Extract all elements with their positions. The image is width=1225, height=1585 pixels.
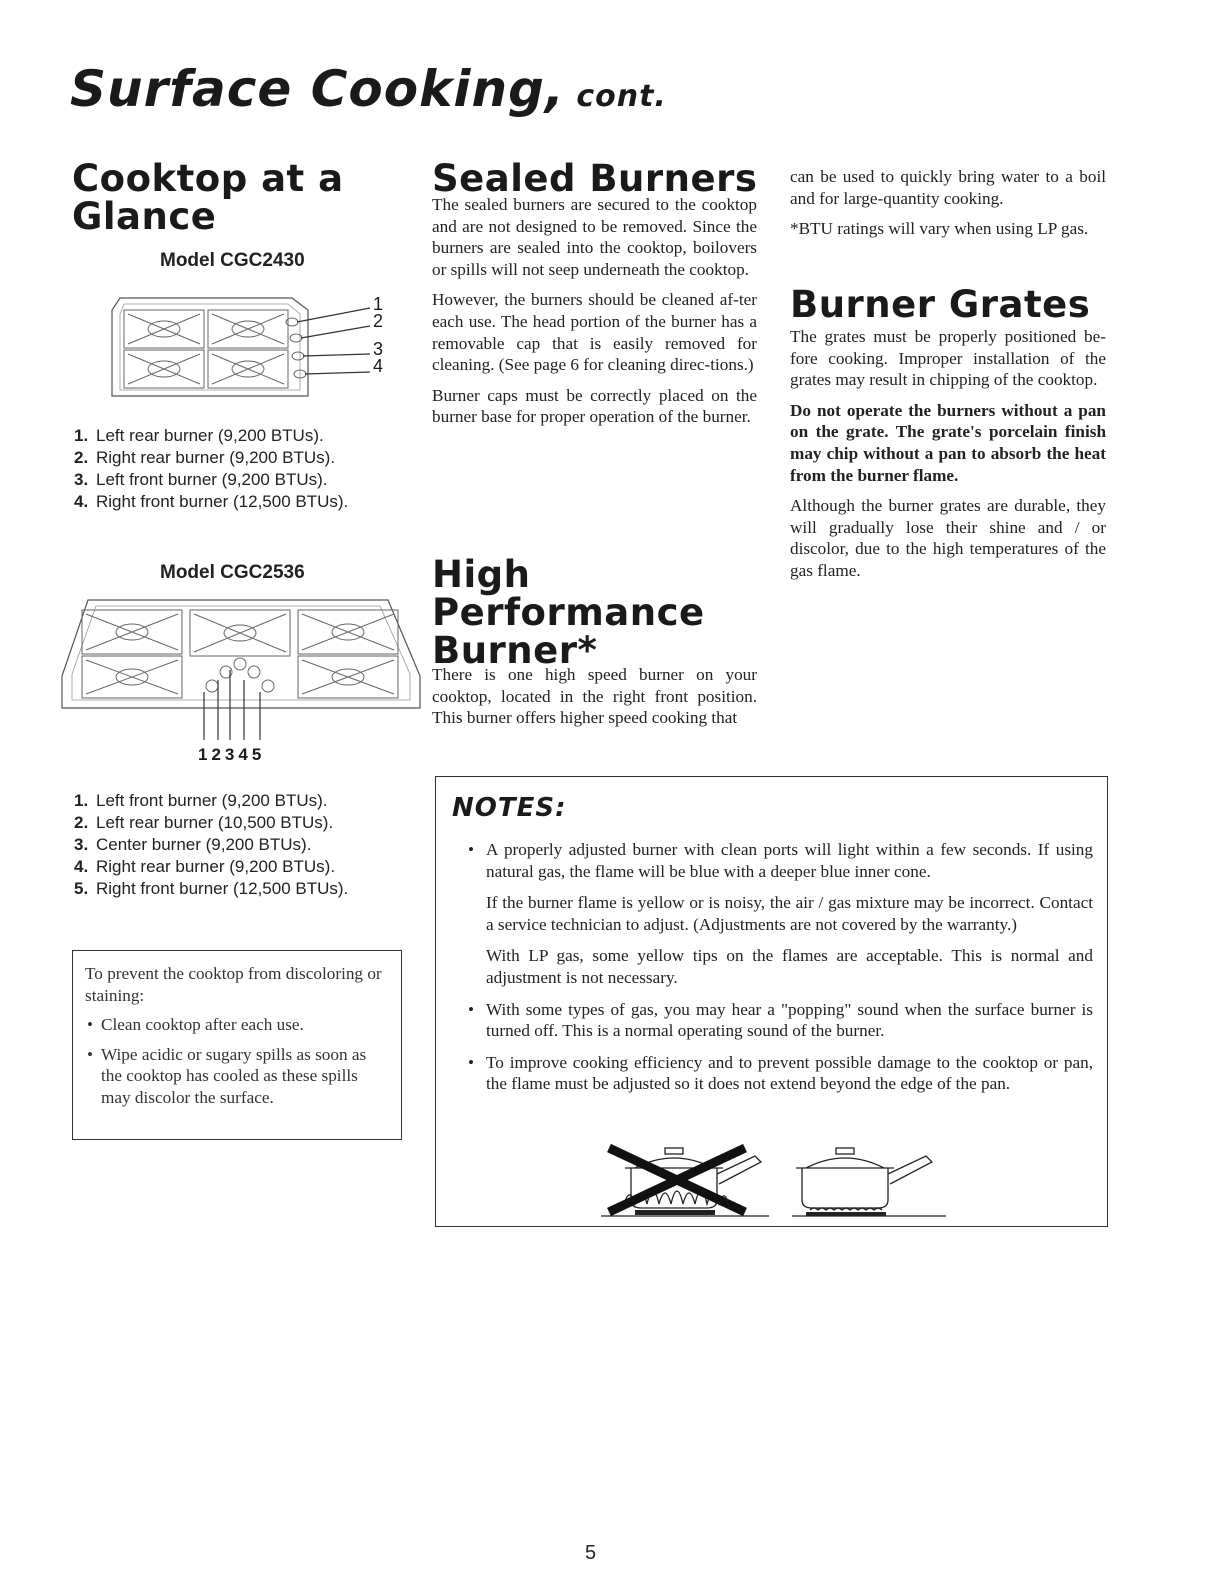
list-text: Right front burner (12,500 BTUs). [96,879,349,898]
list-text: Center burner (9,200 BTUs). [96,835,312,854]
list-number: 2. [74,813,89,832]
model-cgc2430-burner-list [74,425,348,513]
paragraph: can be used to quickly bring water to a boil and for large-quantity cooking. [790,167,1106,208]
heading-line: Glance [72,195,217,238]
list-item [74,469,348,491]
cooktop-at-a-glance-heading [72,157,344,238]
list-item [74,812,348,834]
list-number: 3. [74,470,89,489]
high-performance-continued [790,166,1106,249]
heading-line: High [432,553,531,596]
paragraph: There is one high speed burner on your cooktop, located in the right front position. This burner offers higher speed cooking that [432,665,757,728]
list-item [74,491,348,513]
page-title-suffix: cont. [564,79,667,114]
sealed-burners-body [432,194,757,437]
incorrect-flame-illustration [595,1138,775,1220]
list-text: Left rear burner (9,200 BTUs). [96,426,324,445]
notes-item: • With some types of gas, you may hear a "popping" sound when the surface burner is turned off. This is a normal operating sound of the burner. [452,999,1093,1042]
high-performance-burner-heading [432,553,705,672]
warning-paragraph: Do not operate the burners without a pan on the grate. The grate's porcelain finish may chip without a pan to absorb the heat from the burner flame. [790,400,1106,485]
burner-grates-heading: Burner Grates [790,283,1091,326]
list-item [74,425,348,447]
list-item [74,790,348,812]
discoloring-tip-box [72,950,402,1140]
heading-line: Burner* [432,629,598,672]
notes-sub-item: With LP gas, some yellow tips on the flames are acceptable. This is normal and adjustment is not necessary. [486,946,1093,987]
list-number: 4. [74,492,89,511]
list-number: 1. [74,791,89,810]
tip-item: • Clean cooktop after each use. [85,1014,389,1036]
page-title-main: Surface Cooking, [70,60,565,118]
model-cgc2536-callouts: 12345 [198,745,266,764]
heading-line: Cooktop at a [72,157,344,200]
callout-number: 3 [373,339,384,359]
list-item [74,856,348,878]
paragraph: Although the burner grates are durable, they will gradually lose their shine and / or discolor, due to the high temperatures of the gas flame. [790,496,1106,580]
model-cgc2430-callouts [373,296,383,375]
list-item [74,834,348,856]
heading-line: Performance [432,591,705,634]
list-number: 2. [74,448,89,467]
callout-number: 2 [373,311,384,331]
list-text: Right front burner (12,500 BTUs). [96,492,349,511]
paragraph: However, the burners should be cleaned af-ter each use. The head portion of the burner has a removable cap that is easily removed for cleaning. (See page 6 for cleaning direc-tions.) [432,290,757,375]
page-number: 5 [585,1542,597,1564]
list-item [74,447,348,469]
model-cgc2536-label: Model CGC2536 [160,562,305,583]
list-text: Right rear burner (9,200 BTUs). [96,448,336,467]
list-text: Left front burner (9,200 BTUs). [96,791,328,810]
callout-number: 1 [373,294,384,314]
list-number: 4. [74,857,89,876]
callout-number: 4 [373,356,384,376]
high-performance-body [432,664,757,738]
tip-intro: To prevent the cooktop from discoloring or staining: [85,964,382,1005]
correct-flame-illustration [790,1138,950,1220]
notes-item: • A properly adjusted burner with clean ports will light within a few seconds. If using natural gas, the flame will be blue with a deeper blue inner cone. [452,839,1093,882]
notes-item: • To improve cooking efficiency and to prevent possible damage to the cooktop or pan, the flame must be adjusted so it does not extend beyond the edge of the pan. [452,1052,1093,1095]
sealed-burners-heading: Sealed Burners [432,157,758,200]
page-title [70,60,667,118]
notes-sub-item: If the burner flame is yellow or is noisy, the air / gas mixture may be incorrect. Contact a service technician to adjust. (Adjustments are not covered by the warranty.) [486,893,1093,934]
notes-title: NOTES: [452,793,567,823]
paragraph: The grates must be properly positioned be-fore cooking. Improper installation of the grates may result in chipping of the cooktop. [790,327,1106,390]
list-number: 3. [74,835,89,854]
model-cgc2430-label: Model CGC2430 [160,250,305,271]
list-text: Left front burner (9,200 BTUs). [96,470,328,489]
model-cgc2536-burner-list [74,790,348,900]
tip-list [85,1014,389,1108]
burner-grates-body [790,326,1106,591]
list-text: Right rear burner (9,200 BTUs). [96,857,336,876]
list-number: 1. [74,426,89,445]
list-item [74,878,348,900]
list-number: 5. [74,879,89,898]
tip-item: • Wipe acidic or sugary spills as soon as the cooktop has cooled as these spills may discolor the surface. [85,1044,389,1109]
paragraph: The sealed burners are secured to the cooktop and are not designed to be removed. Since the burners are sealed into the cooktop, boilovers or spills will not seep underneath the cooktop. [432,195,757,279]
cooktop-cgc2536-diagram [58,596,428,746]
paragraph: Burner caps must be correctly placed on the burner base for proper operation of the burner. [432,385,757,427]
list-text: Left rear burner (10,500 BTUs). [96,813,334,832]
cooktop-cgc2430-diagram [100,292,400,402]
btu-footnote: *BTU ratings will vary when using LP gas. [790,219,1089,239]
